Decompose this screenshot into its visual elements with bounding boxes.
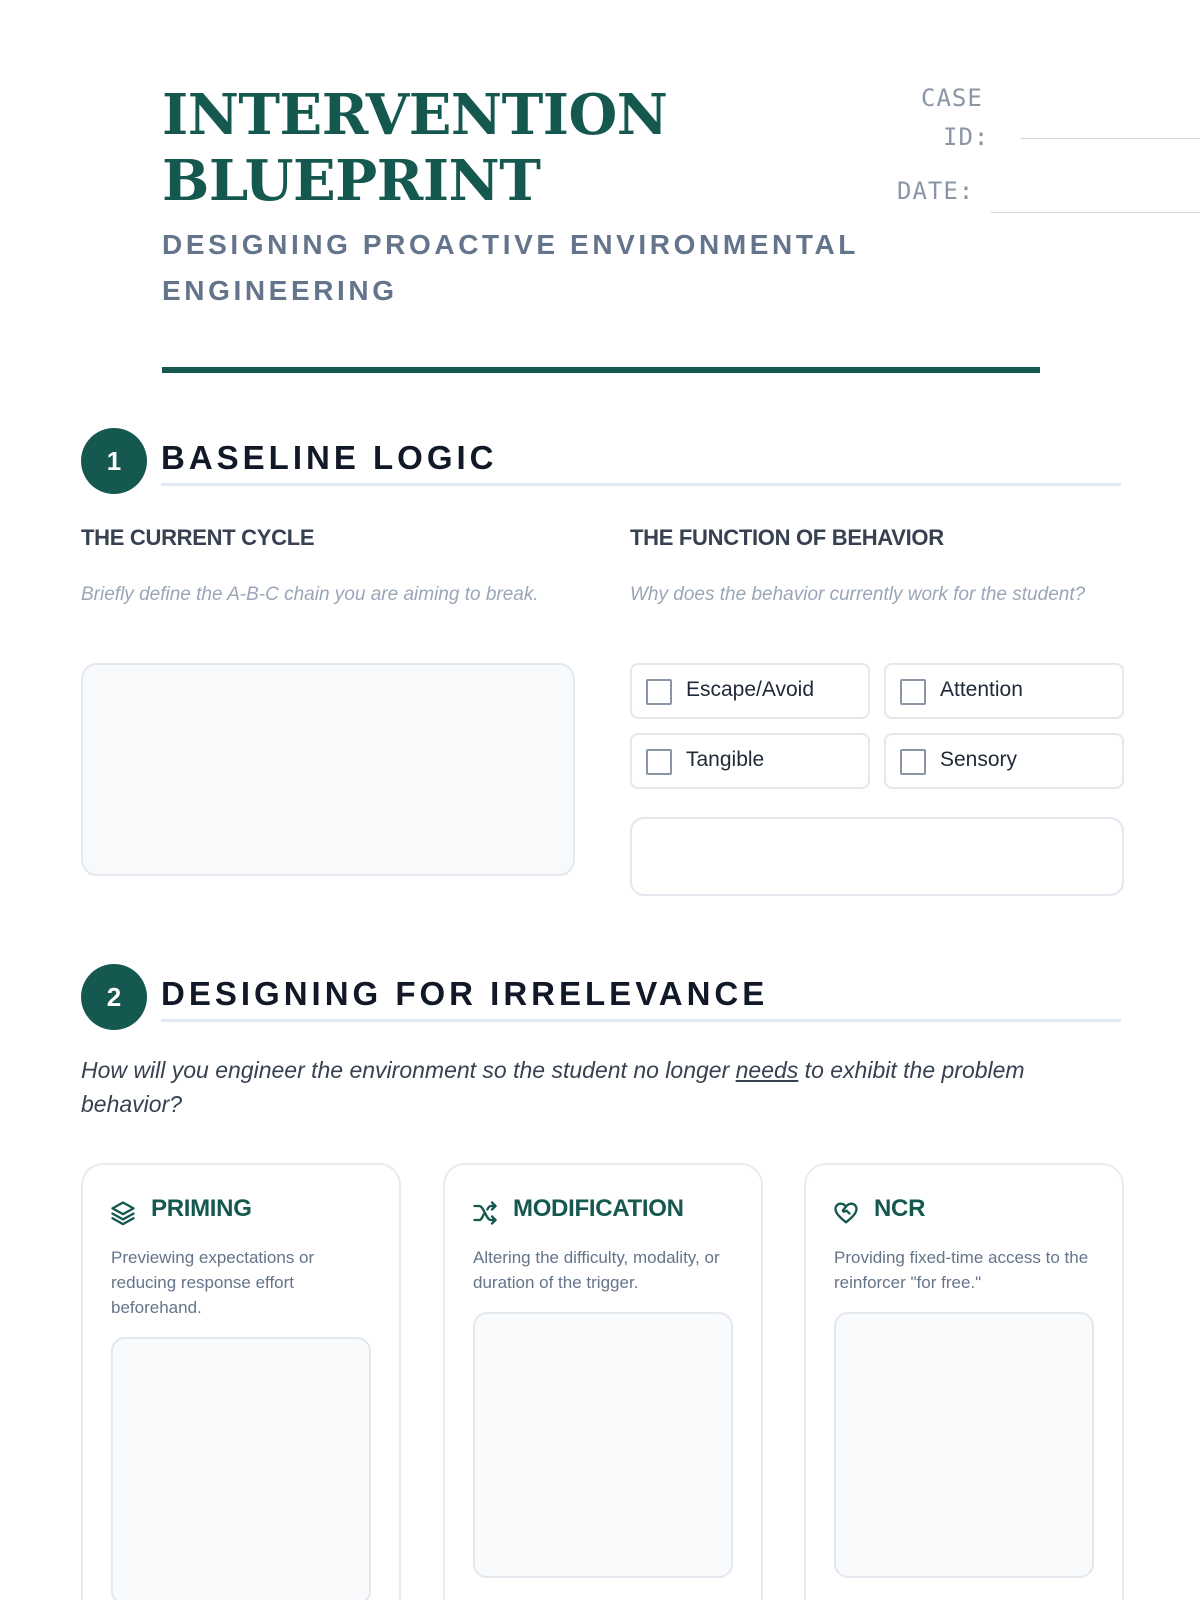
section-2-title: DESIGNING FOR IRRELEVANCE bbox=[161, 975, 769, 1012]
option-escape-avoid[interactable] bbox=[630, 663, 870, 719]
modification-card-textarea[interactable] bbox=[473, 1312, 733, 1578]
modification-card-title: MODIFICATION bbox=[513, 1195, 684, 1222]
date-field[interactable] bbox=[991, 212, 1200, 213]
page-subtitle-line-2: ENGINEERING bbox=[162, 275, 398, 306]
ncr-card-textarea[interactable] bbox=[834, 1312, 1094, 1578]
layers-icon bbox=[109, 1199, 137, 1227]
escape-avoid-checkbox[interactable] bbox=[646, 679, 672, 705]
case-id-label-line-2: ID: bbox=[943, 123, 990, 151]
attention-label: Attention bbox=[940, 678, 1023, 701]
page-title bbox=[162, 82, 682, 214]
sensory-checkbox[interactable] bbox=[900, 749, 926, 775]
heart-handshake-icon bbox=[832, 1199, 860, 1227]
section-1-underline bbox=[161, 483, 1121, 486]
shuffle-icon bbox=[471, 1199, 499, 1227]
modification-card bbox=[443, 1163, 763, 1600]
page-subtitle-line-1: DESIGNING PROACTIVE ENVIRONMENTAL bbox=[162, 229, 859, 260]
date-label: DATE: bbox=[897, 177, 975, 205]
current-cycle-hint: Briefly define the A-B-C chain you are aiming to break. bbox=[81, 584, 539, 605]
section-1-header bbox=[81, 428, 1121, 494]
priming-card-title: PRIMING bbox=[151, 1195, 252, 1222]
prompt-text-start: How will you engineer the environment so the student no longer bbox=[81, 1057, 736, 1083]
section-2-underline bbox=[161, 1019, 1121, 1022]
tangible-checkbox[interactable] bbox=[646, 749, 672, 775]
page-subtitle bbox=[162, 222, 902, 314]
option-attention[interactable] bbox=[884, 663, 1124, 719]
section-2-prompt bbox=[81, 1053, 1131, 1121]
function-of-behavior-heading: THE FUNCTION OF BEHAVIOR bbox=[630, 525, 944, 550]
page-title-line-2: BLUEPRINT bbox=[162, 148, 541, 214]
prompt-text-end: to exhibit the problem behavior? bbox=[81, 1057, 1025, 1117]
escape-avoid-label: Escape/Avoid bbox=[686, 678, 815, 701]
ncr-card-title: NCR bbox=[874, 1195, 926, 1222]
section-1-title: BASELINE LOGIC bbox=[161, 439, 498, 476]
header-divider bbox=[162, 367, 1040, 373]
case-id-field[interactable] bbox=[1021, 138, 1200, 139]
option-tangible[interactable] bbox=[630, 733, 870, 789]
page-header bbox=[81, 0, 1119, 372]
prompt-emphasis: needs bbox=[735, 1057, 799, 1083]
ncr-card bbox=[804, 1163, 1124, 1600]
sensory-label: Sensory bbox=[940, 748, 1018, 771]
function-notes-field[interactable] bbox=[630, 817, 1124, 896]
tangible-label: Tangible bbox=[686, 748, 765, 771]
section-2-number-badge: 2 bbox=[81, 964, 147, 1030]
priming-card-textarea[interactable] bbox=[111, 1337, 371, 1600]
priming-card bbox=[81, 1163, 401, 1600]
case-id-label-line-1: CASE bbox=[921, 84, 983, 112]
current-cycle-heading: THE CURRENT CYCLE bbox=[81, 525, 315, 550]
current-cycle-textarea[interactable] bbox=[81, 663, 575, 876]
priming-card-description: Previewing expectations or reducing response effort beforehand. bbox=[111, 1248, 315, 1317]
section-1-number-badge: 1 bbox=[81, 428, 147, 494]
function-of-behavior-hint: Why does the behavior currently work for the student? bbox=[630, 584, 1086, 605]
attention-checkbox[interactable] bbox=[900, 679, 926, 705]
modification-card-description: Altering the difficulty, modality, or duration of the trigger. bbox=[473, 1248, 720, 1292]
ncr-card-description: Providing fixed-time access to the reinforcer "for free." bbox=[834, 1248, 1089, 1292]
option-sensory[interactable] bbox=[884, 733, 1124, 789]
section-2-header bbox=[81, 964, 1121, 1030]
page-title-line-1: INTERVENTION bbox=[162, 82, 668, 148]
